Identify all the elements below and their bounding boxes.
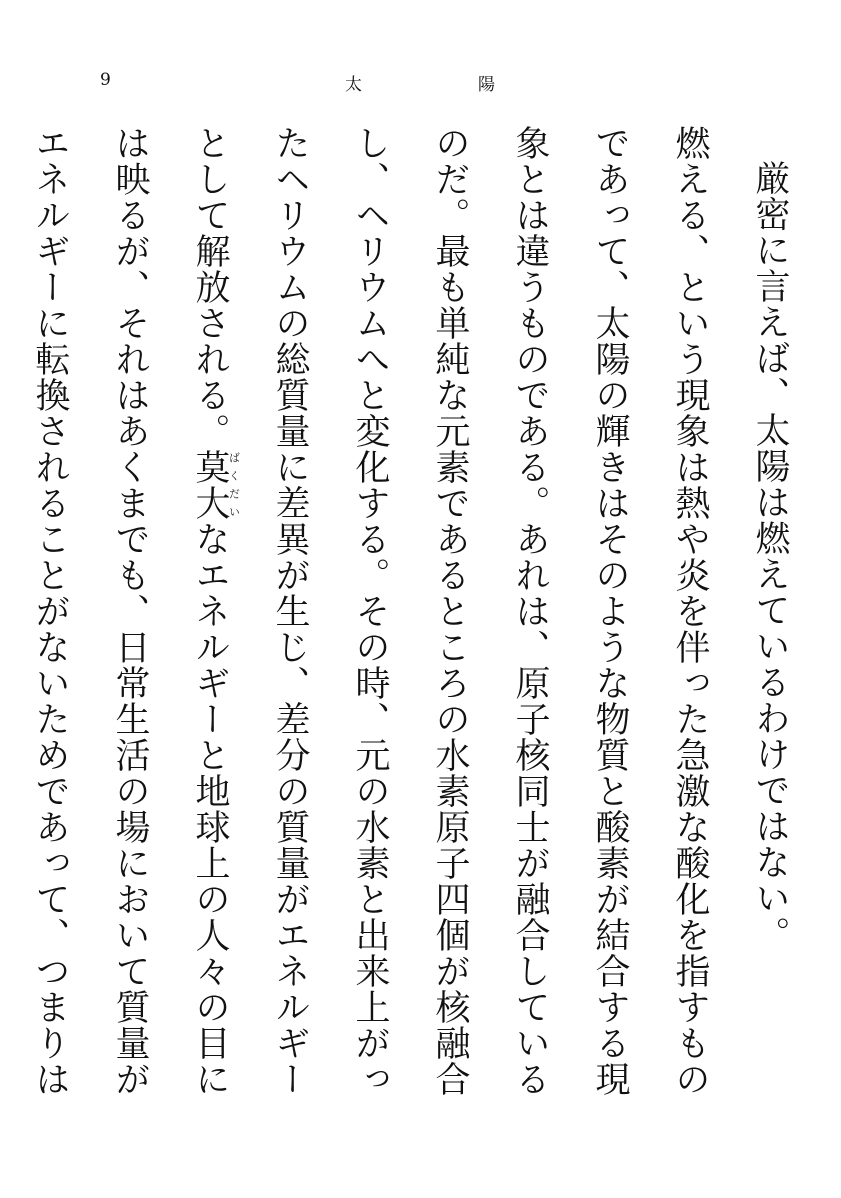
ruby-base: 莫大 — [190, 449, 230, 521]
text-after-ruby: なエネルギーと地球上の人々の目には映るが、それはあくまでも、日常生活の場において質量がエネルギーに転換されることがないためであって、つまりは — [30, 125, 230, 1097]
page-header — [0, 70, 841, 100]
ruby-word — [190, 449, 241, 521]
paragraph — [0, 125, 810, 1125]
ruby-reading: ばくだい — [227, 449, 241, 521]
text-before-ruby: 厳密に言えば、太陽は燃えているわけではない。 燃える、という現象は熱や炎を伴った急激な酸化を指すものであって、太陽の輝きはそのような物質と酸素が結合する現象とは違うものである。あれは、原子核同士が融合しているのだ。最も単純な元素であるところの水素原子四個が核融合し、ヘリウムへと変化する。その時、元の水素と出来上がったヘリウムの総質量に差異が生じ、差分の質量がエネルギーとして解放される。 — [190, 125, 790, 1097]
running-head-char-1: 太 — [345, 75, 362, 95]
page-number: 9 — [100, 70, 111, 90]
running-head-char-2: 陽 — [478, 75, 495, 95]
body-text — [30, 125, 810, 1125]
